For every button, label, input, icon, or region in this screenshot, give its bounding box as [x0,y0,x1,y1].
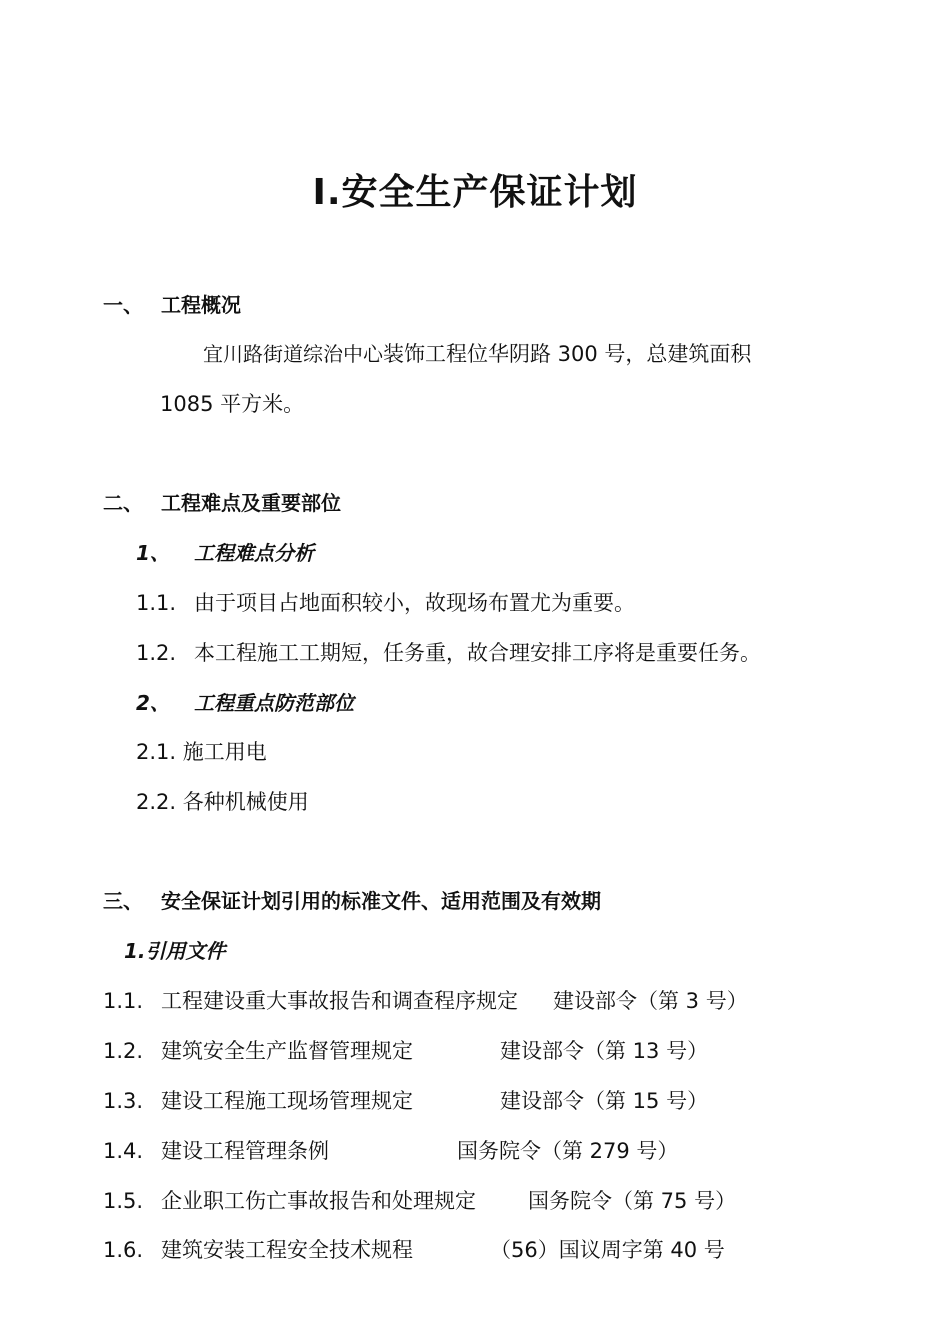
reference-row [103,1136,863,1166]
subsection-2-2-heading [136,688,354,718]
paragraph-part-1: 宜川路街道综治中心 [203,342,383,366]
section-1-paragraph-line-1 [203,339,751,369]
section-1-title: 工程概况 [161,293,241,317]
subsection-2-2-number: 2、 [136,691,170,715]
section-2-number: 二、 [103,491,143,515]
item-number: 1.2. [136,641,177,665]
subsection-2-1-number: 1、 [136,541,170,565]
section-1-paragraph-line-2: 1085 平方米。 [160,392,305,416]
document-title: I.安全生产保证计划 [312,172,638,213]
section-3-title: 安全保证计划引用的标准文件、适用范围及有效期 [161,889,601,913]
list-item [136,737,267,767]
item-number: 2.1. [136,740,177,764]
reference-source: 建设部令（第 3 号） [553,989,748,1013]
reference-row [103,1036,863,1066]
reference-source: 建设部令（第 13 号） [500,1039,709,1063]
reference-source: 建设部令（第 15 号） [500,1089,709,1113]
reference-title: 建设工程管理条例 [161,1139,329,1163]
reference-title: 企业职工伤亡事故报告和处理规定 [161,1189,476,1213]
reference-row [103,986,863,1016]
section-3-number: 三、 [103,889,143,913]
reference-row [103,1086,863,1116]
reference-title: 建筑安全生产监督管理规定 [161,1039,413,1063]
subsection-2-1-title: 工程难点分析 [194,541,314,565]
reference-title: 建筑安装工程安全技术规程 [161,1238,413,1262]
item-number: 2.2. [136,790,177,814]
item-text: 由于项目占地面积较小，故现场布置尤为重要。 [194,591,635,615]
reference-title: 工程建设重大事故报告和调查程序规定 [161,989,518,1013]
subsection-2-1-heading [136,538,314,568]
section-2-title: 工程难点及重要部位 [161,491,341,515]
reference-number: 1.2. [103,1039,144,1063]
reference-row [103,1186,863,1216]
reference-number: 1.5. [103,1189,144,1213]
reference-number: 1.1. [103,989,144,1013]
reference-source: （56）国议周字第 40 号 [490,1238,725,1262]
section-2-heading [103,488,341,518]
reference-source: 国务院令（第 75 号） [528,1189,737,1213]
section-3-heading [103,886,601,916]
list-item [136,787,309,817]
paragraph-part-2: 装饰工程位华阴路 300 号，总建筑面积 [383,342,752,366]
reference-source: 国务院令（第 279 号） [457,1139,679,1163]
reference-number: 1.3. [103,1089,144,1113]
item-text: 各种机械使用 [182,790,309,814]
list-item [136,638,761,668]
item-text: 本工程施工工期短，任务重，故合理安排工序将是重要任务。 [194,641,761,665]
list-item [136,588,635,618]
item-number: 1.1. [136,591,177,615]
reference-number: 1.6. [103,1238,144,1262]
subsection-2-2-title: 工程重点防范部位 [194,691,354,715]
reference-row [103,1235,863,1265]
subsection-3-1-heading: 1.引用文件 [124,939,226,963]
section-1-number: 一、 [103,293,143,317]
reference-title: 建设工程施工现场管理规定 [161,1089,413,1113]
reference-number: 1.4. [103,1139,144,1163]
section-1-heading [103,290,241,320]
item-text: 施工用电 [182,740,267,764]
